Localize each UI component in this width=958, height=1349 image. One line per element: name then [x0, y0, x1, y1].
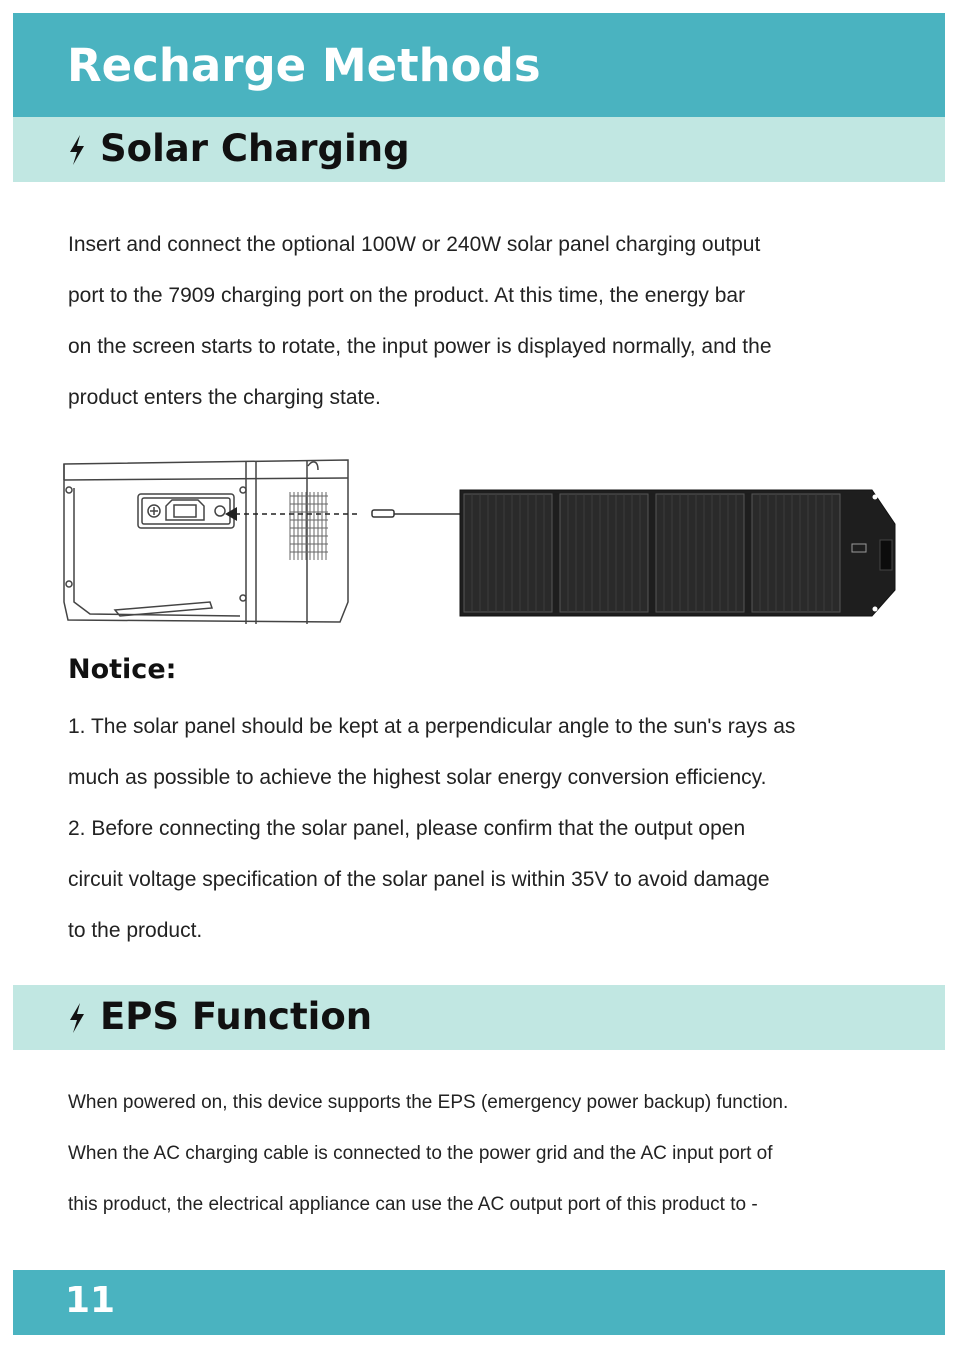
- text-line: circuit voltage specification of the solar panel is within 35V to avoid damage: [68, 868, 770, 891]
- text-line: When the AC charging cable is connected to the power grid and the AC input port of: [68, 1143, 773, 1164]
- page-number: 11: [65, 1280, 116, 1321]
- vent-grille: [290, 492, 328, 560]
- section-title-solar: Solar Charging: [100, 127, 410, 170]
- section-header-solar: [13, 117, 945, 182]
- solar-cable: [372, 510, 460, 517]
- page-header: [13, 13, 945, 117]
- section-title-eps: EPS Function: [100, 995, 373, 1038]
- text-line: much as possible to achieve the highest solar energy conversion efficiency.: [68, 766, 767, 789]
- text-line: to the product.: [68, 919, 203, 942]
- page-title: Recharge Methods: [67, 39, 541, 92]
- notice-title: Notice:: [68, 654, 177, 685]
- lightning-bolt-icon: [67, 135, 87, 165]
- lightning-bolt-icon: [67, 1003, 87, 1033]
- text-line: product enters the charging state.: [68, 386, 381, 409]
- solar-panel-drawing: [460, 490, 895, 616]
- text-line: Insert and connect the optional 100W or 240W solar panel charging output: [68, 233, 761, 256]
- text-line: When powered on, this device supports the EPS (emergency power backup) function.: [68, 1092, 789, 1113]
- power-station-drawing: [64, 460, 348, 624]
- text-line: 2. Before connecting the solar panel, please confirm that the output open: [68, 817, 746, 840]
- solar-description: [68, 219, 918, 423]
- section-header-eps: [13, 985, 945, 1050]
- notice-list: [68, 701, 918, 956]
- text-line: port to the 7909 charging port on the product. At this time, the energy bar: [68, 284, 746, 307]
- solar-connection-illustration: [60, 452, 905, 632]
- text-line: this product, the electrical appliance can use the AC output port of this product to -: [68, 1194, 758, 1215]
- page-footer: [13, 1270, 945, 1335]
- eps-description: [68, 1077, 918, 1230]
- text-line: on the screen starts to rotate, the input power is displayed normally, and the: [68, 335, 772, 358]
- text-line: 1. The solar panel should be kept at a perpendicular angle to the sun's rays as: [68, 715, 796, 738]
